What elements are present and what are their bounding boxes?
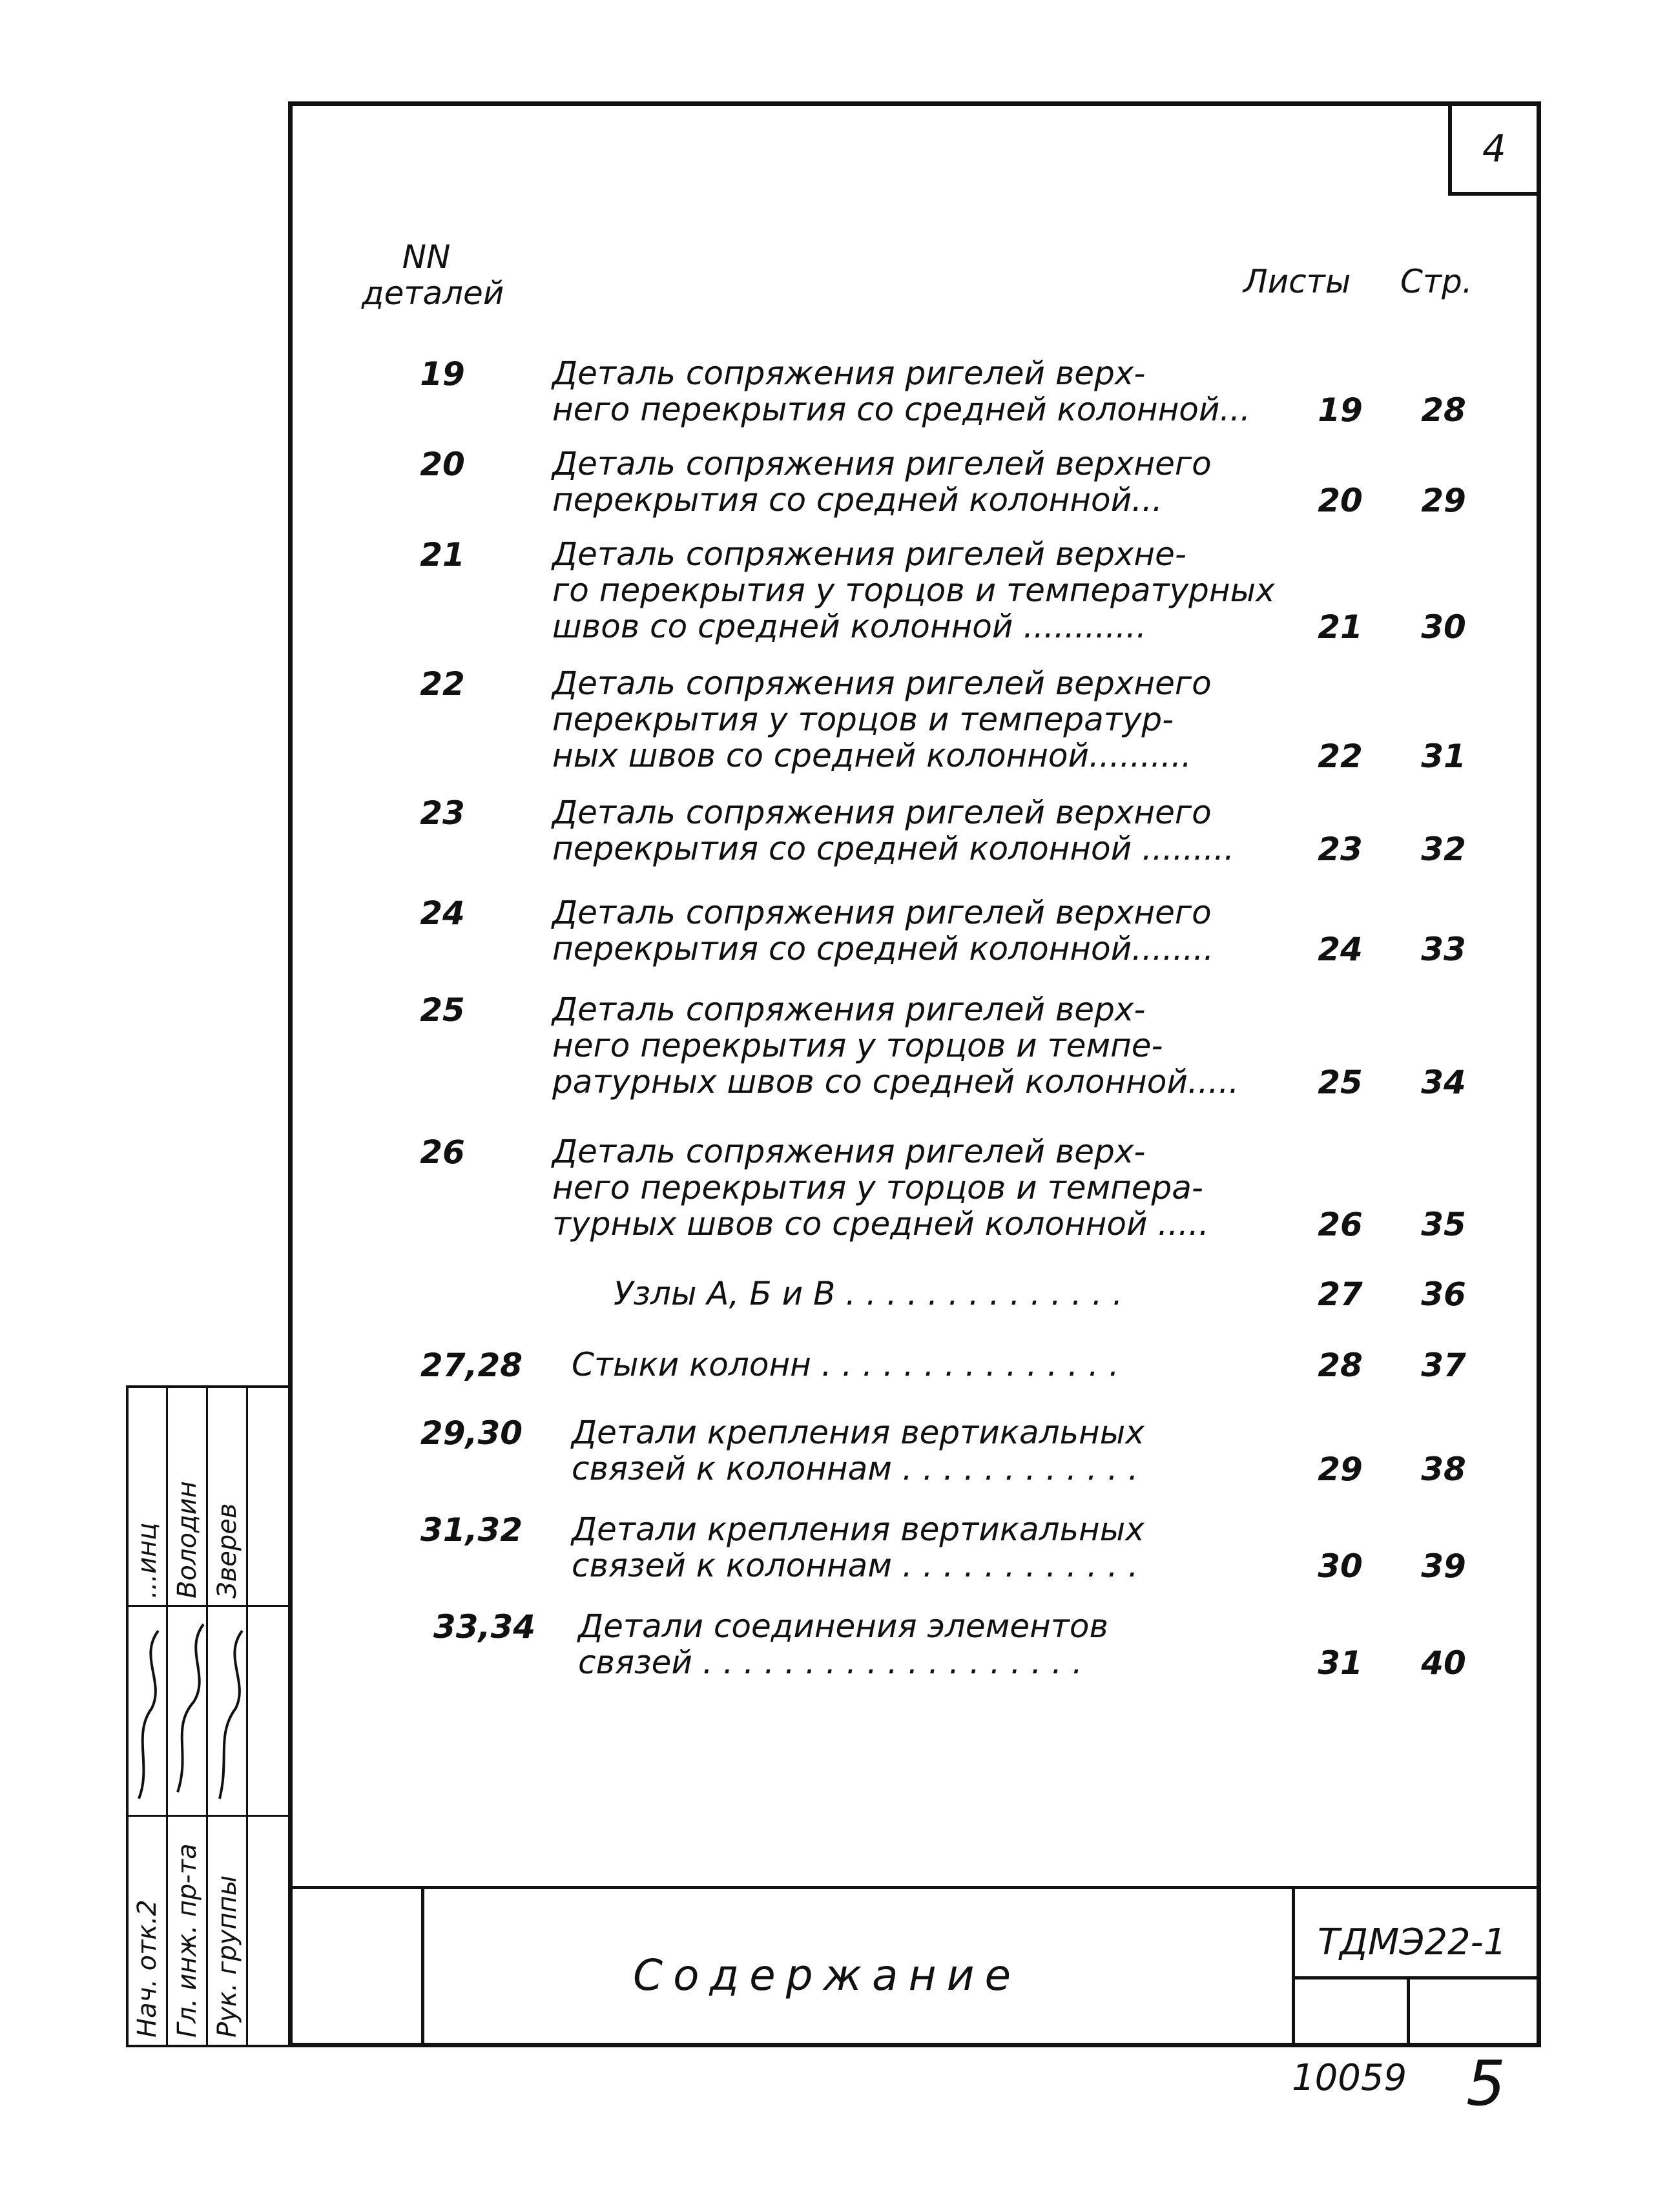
entry-sheet: 26 [1318, 1206, 1363, 1243]
entry-description [552, 536, 1314, 645]
signature-image [126, 1605, 288, 1815]
archive-number: 10059 [1292, 2057, 1407, 2099]
stamp-name: Володин [172, 1481, 202, 1598]
entry-description [572, 1347, 1334, 1383]
sheet-number: 4 [1448, 105, 1537, 196]
entry-number: 23 [420, 794, 465, 832]
title-block-top-rule [288, 1886, 1541, 1889]
entry-line: го перекрытия у торцов и температурных [552, 572, 1275, 609]
header-col-num [362, 238, 504, 312]
entry-page: 40 [1421, 1644, 1466, 1682]
entry-page: 29 [1421, 482, 1466, 519]
entry-line: связей . . . . . . . . . . . . . . . . . . . [578, 1644, 1082, 1681]
entry-sheet: 31 [1318, 1644, 1363, 1682]
entry-number: 25 [420, 991, 465, 1029]
entry-sheet: 21 [1318, 608, 1363, 646]
entry-line: Деталь сопряжения ригелей верхне- [552, 535, 1186, 573]
entry-number: 19 [420, 355, 465, 393]
entry-number: 27,28 [420, 1347, 523, 1384]
stamp-role: Нач. отк.2 [132, 1899, 162, 2038]
entry-line: него перекрытия у торцов и темпе- [552, 1027, 1163, 1064]
entry-description [552, 665, 1314, 774]
entry-description [552, 894, 1314, 967]
entry-description [552, 1133, 1314, 1242]
entry-page: 32 [1421, 831, 1466, 868]
entry-page: 38 [1421, 1451, 1466, 1488]
stamp-name: ...инц [132, 1522, 162, 1598]
entry-line: Деталь сопряжения ригелей верх- [552, 355, 1146, 392]
entry-page: 33 [1421, 931, 1466, 968]
header-col-num-line1: NN [402, 238, 451, 276]
entry-sheet: 23 [1318, 831, 1363, 868]
entry-line: Деталь сопряжения ригелей верхнего [552, 665, 1212, 702]
document-code: ТДМЭ22-1 [1318, 1921, 1507, 1963]
entry-description [552, 446, 1314, 518]
entry-sheet: 20 [1318, 482, 1363, 519]
entry-page: 37 [1421, 1347, 1466, 1384]
title-block-code-rule [1292, 1976, 1541, 1979]
entry-number: 21 [420, 536, 465, 574]
entry-number: 24 [420, 894, 465, 932]
title-block-divider-right [1292, 1886, 1295, 2047]
entry-sheet: 24 [1318, 931, 1363, 968]
header-col-sheets: Листы [1243, 263, 1351, 300]
stamp-name: Зверев [212, 1503, 242, 1598]
entry-sheet: 27 [1318, 1276, 1363, 1313]
entry-line: перекрытия со средней колонной ......... [552, 830, 1235, 867]
entry-description [572, 1414, 1334, 1487]
entry-page: 28 [1421, 391, 1466, 429]
entry-line: ных швов со средней колонной.......... [552, 737, 1192, 774]
entry-description [552, 355, 1314, 428]
entry-line: связей к колоннам . . . . . . . . . . . . [572, 1547, 1139, 1584]
entry-line: турных швов со средней колонной ..... [552, 1205, 1209, 1243]
entry-page: 30 [1421, 608, 1466, 646]
entry-number: 31,32 [420, 1511, 523, 1549]
title-block-small-divider [1407, 1976, 1410, 2047]
page-number: 5 [1466, 2047, 1506, 2120]
entry-line: него перекрытия со средней колонной... [552, 391, 1251, 428]
entry-line: Деталь сопряжения ригелей верхнего [552, 894, 1212, 931]
entry-page: 35 [1421, 1206, 1466, 1243]
entry-sheet: 22 [1318, 738, 1363, 775]
entry-page: 34 [1421, 1064, 1466, 1101]
entry-line: Стыки колонн . . . . . . . . . . . . . . . [572, 1346, 1119, 1383]
entry-sheet: 30 [1318, 1547, 1363, 1585]
entry-page: 31 [1421, 738, 1466, 775]
entry-line: него перекрытия у торцов и темпера- [552, 1169, 1203, 1206]
entry-line: Деталь сопряжения ригелей верх- [552, 1133, 1146, 1170]
header-col-pages: Стр. [1400, 263, 1473, 300]
entry-line: Деталь сопряжения ригелей верхнего [552, 794, 1212, 831]
entry-description [614, 1276, 1376, 1312]
entry-number: 33,34 [433, 1608, 536, 1646]
title-block-divider-left [421, 1886, 424, 2047]
entry-line: Детали соединения элементов [578, 1607, 1108, 1645]
entry-sheet: 29 [1318, 1451, 1363, 1488]
entry-number: 20 [420, 446, 465, 483]
entry-line: перекрытия со средней колонной........ [552, 930, 1214, 967]
entry-sheet: 19 [1318, 391, 1363, 429]
approval-stamp [126, 1385, 288, 2047]
entry-page: 36 [1421, 1276, 1466, 1313]
header-col-num-line2: деталей [362, 274, 504, 312]
entry-line: Деталь сопряжения ригелей верх- [552, 991, 1146, 1028]
entry-description [552, 794, 1314, 867]
stamp-role: Рук. группы [212, 1875, 242, 2038]
entry-number: 29,30 [420, 1414, 523, 1452]
stamp-row-rule [126, 1815, 288, 1817]
entry-line: перекрытия у торцов и температур- [552, 701, 1174, 738]
entry-description [552, 991, 1314, 1100]
entry-sheet: 28 [1318, 1347, 1363, 1384]
entry-sheet: 25 [1318, 1064, 1363, 1101]
entry-number: 26 [420, 1133, 465, 1171]
entry-description [572, 1511, 1334, 1584]
entry-line: ратурных швов со средней колонной..... [552, 1063, 1239, 1101]
stamp-role: Гл. инж. пр-та [172, 1843, 202, 2038]
entry-line: связей к колоннам . . . . . . . . . . . . [572, 1450, 1139, 1487]
entry-line: Детали крепления вертикальных [572, 1511, 1145, 1548]
entry-number: 22 [420, 665, 465, 703]
document-title: Содержание [633, 1950, 1022, 2000]
entry-description [578, 1608, 1340, 1680]
entry-page: 39 [1421, 1547, 1466, 1585]
entry-line: Детали крепления вертикальных [572, 1414, 1145, 1451]
entry-line: Узлы А, Б и В . . . . . . . . . . . . . . [614, 1275, 1123, 1312]
entry-line: перекрытия со средней колонной... [552, 481, 1163, 519]
entry-line: швов со средней колонной ............ [552, 608, 1146, 645]
entry-line: Деталь сопряжения ригелей верхнего [552, 445, 1212, 482]
